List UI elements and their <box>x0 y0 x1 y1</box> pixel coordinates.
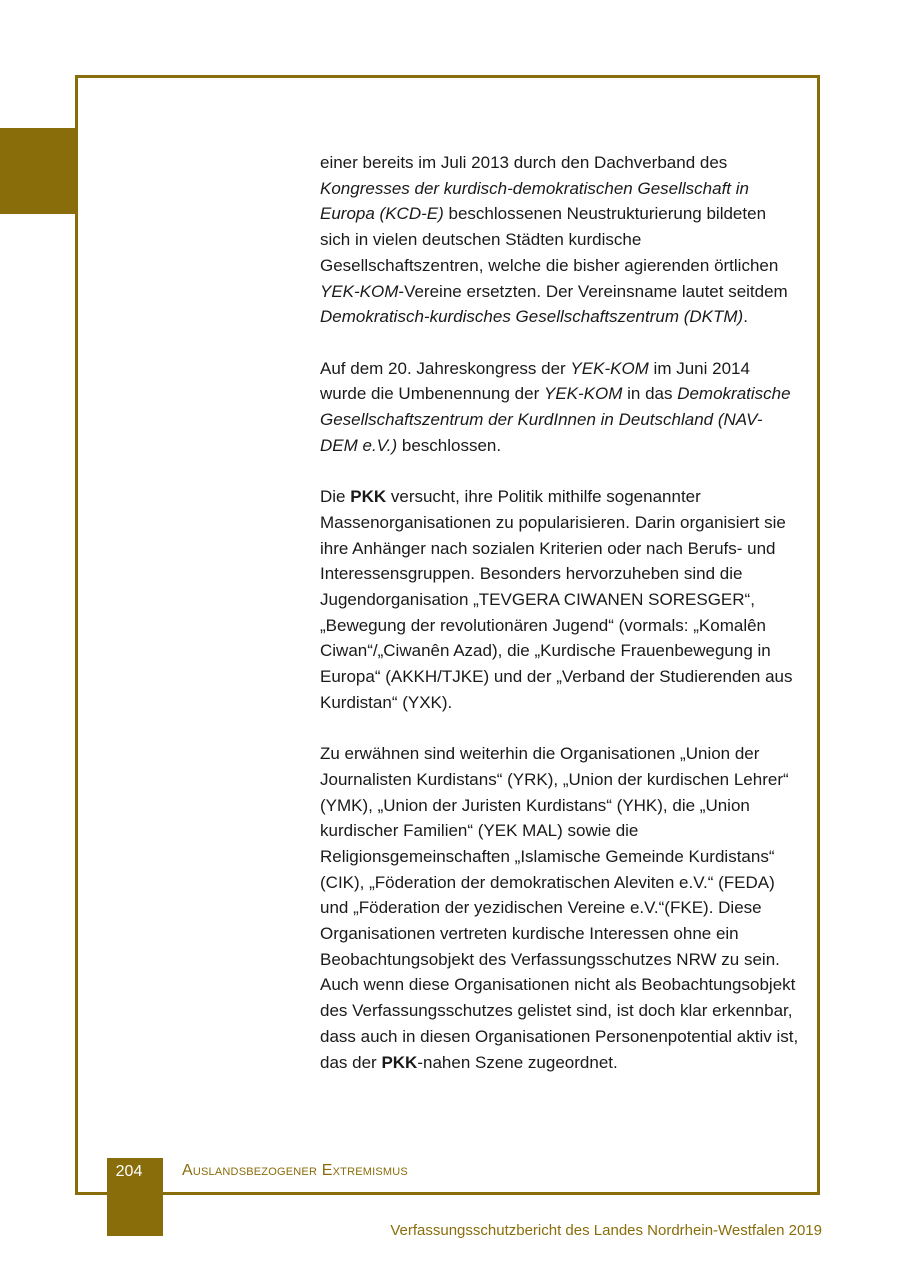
paragraph-3 <box>320 484 800 715</box>
p4-text-c: -nahen Szene zugeordnet. <box>417 1052 618 1072</box>
p1-text-c: beschlossenen Neustrukturierung bildeten sich in vielen deutschen Städten kurdische Gesellschaftszentren, welche die bisher agierenden örtlichen <box>320 204 779 275</box>
p1-text-e: -Vereine ersetzten. Der Vereinsname lautet seitdem <box>398 281 788 301</box>
p2-italic-nav-dem: Demokratische Gesellschaftszentrum der KurdInnen in Deutschland (NAV-DEM e.V.) <box>320 384 791 455</box>
p2-text-e: in das <box>622 384 678 404</box>
paragraph-2 <box>320 356 800 459</box>
p2-italic-yek-kom-2: YEK-KOM <box>543 384 623 404</box>
page-number: 204 <box>115 1163 143 1180</box>
p2-text-a: Auf dem 20. Jahreskongress der <box>320 358 571 378</box>
p1-italic-yek-kom: YEK-KOM <box>320 281 399 301</box>
p2-italic-yek-kom-1: YEK-KOM <box>570 358 649 378</box>
section-title: Auslandsbezogener Extremismus <box>182 1162 408 1179</box>
paragraph-4 <box>320 741 800 1075</box>
p3-text-a: Die <box>320 487 351 507</box>
paragraph-1 <box>320 150 800 330</box>
p1-text-a: einer bereits im Juli 2013 durch den Dachverband des <box>320 153 728 172</box>
page-number-box <box>107 1158 163 1236</box>
p2-text-g: beschlossen. <box>397 435 502 455</box>
p1-text-g: . <box>743 307 748 327</box>
p4-text-a: Zu erwähnen sind weiterhin die Organisationen „Union der Journalisten Kurdistans“ (YRK), „Union der kurdischen Lehrer“ (YMK), „Union der Juristen Kurdistans“ (YHK), die „Union kurdischer Familien“ (YEK MAL) sowie die Religionsgemeinschaften „Islamische Gemeinde Kurdistans“ (CIK), „Föderation der demokratischen Aleviten e.V.“ (FEDA) und „Föderation der yezidischen Vereine e.V.“(FKE). Diese Organisationen vertreten kurdische Interessen ohne ein Beobachtungsobjekt des Verfassungsschutzes NRW zu sein. Auch wenn diese Organisationen nicht als Beobachtungsobjekt des Verfassungsschutzes gelistet sind, ist doch klar erkennbar, dass auch in diesen Organisationen Personenpotential aktiv ist, das der <box>320 744 799 1072</box>
p1-italic-dktm: Demokratisch-kurdisches Gesellschaftszentrum (DKTM) <box>320 307 744 327</box>
p3-bold-pkk: PKK <box>350 487 387 507</box>
p1-italic-kcd-e: Kongresses der kurdisch-demokratischen Gesellschaft in Europa (KCD-E) <box>320 178 749 224</box>
p2-text-c: im Juni 2014 wurde die Umbenennung der <box>320 358 750 404</box>
side-accent-block <box>0 128 75 214</box>
body-text <box>320 150 800 1101</box>
p3-text-c: versucht, ihre Politik mithilfe sogenannter Massenorganisationen zu popularisieren. Darin organisiert sie ihre Anhänger nach sozialen Kriterien oder nach Berufs- und Interessensgruppen. Besonders hervorzuheben sind die Jugendorganisation „TEVGERA CIWANEN SORESGER“, „Bewegung der revolutionären Jugend“ (vormals: „Komalên Ciwan“/„Ciwanên Azad), die „Kurdische Frauenbewegung in Europa“ (AKKH/TJKE) und der „Verband der Studierenden aus Kurdistan“ (YXK). <box>320 487 793 712</box>
p4-bold-pkk: PKK <box>381 1052 418 1072</box>
publication-footer: Verfassungsschutzbericht des Landes Nordrhein-Westfalen 2019 <box>390 1222 822 1239</box>
